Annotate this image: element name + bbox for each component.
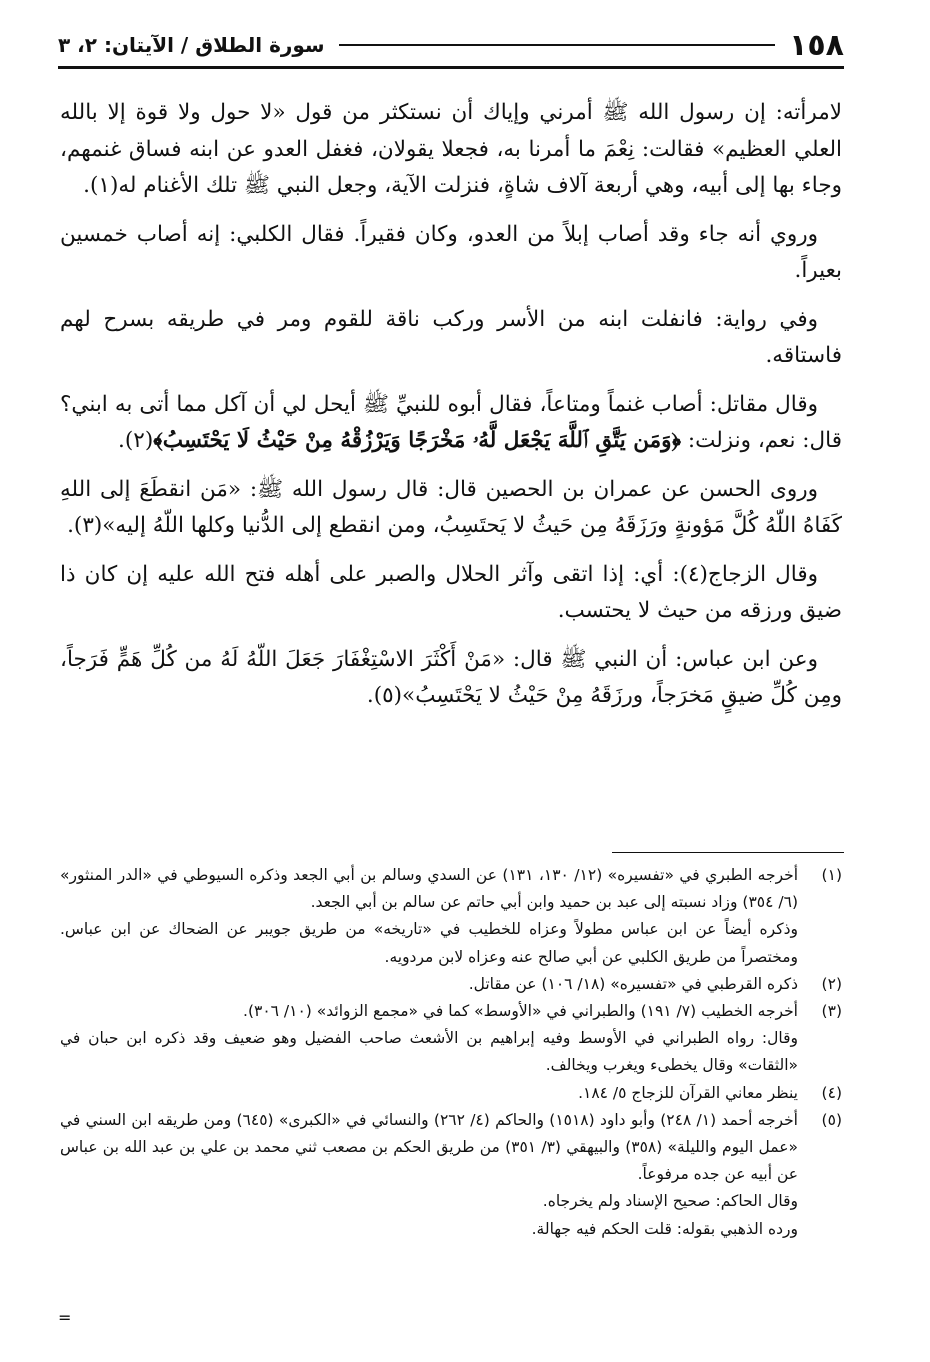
surah-title: سورة الطلاق / الآيتان: ٢، ٣	[58, 33, 325, 57]
footnote-line: أخرجه الخطيب (٧/ ١٩١) والطبراني في «الأوسط» كما في «مجمع الزوائد» (١٠/ ٣٠٦).	[243, 1002, 798, 1021]
footnote	[60, 1080, 842, 1107]
header-rule	[339, 44, 775, 46]
footnote-number: (٤)	[821, 1083, 842, 1102]
footnote-line: وقال الحاكم: صحيح الإسناد ولم يخرجاه.	[542, 1192, 798, 1211]
paragraph: وروى الحسن عن عمران بن الحصين قال: قال رسول الله ﷺ: «مَن انقطَعَ إلى اللهِ كَفَاهُ اللّهُ كُلَّ مَؤونةٍ ورَزَقَهُ مِن حَيثُ لا يَحتَسِبُ، ومن انقطع إلى الدُّنيا وكلها اللّهُ إليه»(٣).	[60, 476, 842, 538]
main-text	[60, 95, 842, 727]
paragraph: وعن ابن عباس: أن النبي ﷺ قال: «مَنْ أَكْثَرَ الاسْتِغْفَارَ جَعَلَ اللّهُ لَهُ من كُلِّ هَمٍّ فَرَجاً، ومِن كُلِّ ضيقٍ مَخرَجاً، ورزَقَهُ مِنْ حَيْثُ لا يَحْتَسِبُ»(٥).	[60, 646, 842, 708]
footnote-number: (٥)	[821, 1110, 842, 1129]
footnote-number: (٢)	[821, 974, 842, 993]
paragraph: وقال الزجاج(٤): أي: إذا اتقى وآثر الحلال والصبر على أهله فتح الله عليه إن كان ذا ضيق ورزقه من حيث لا يحتسب.	[60, 561, 842, 623]
paragraph-muqatil	[60, 387, 842, 460]
footnote-ref: (٢).	[118, 428, 154, 453]
footnote-line: أخرجه الطبري في «تفسيره» (١٢/ ١٣٠، ١٣١) عن السدي وسالم بن أبي الجعد وذكره السيوطي في «الدر المنثور» (٦/ ٣٥٤) وزاد نسبته إلى عبد بن حميد وابن أبي حاتم عن سالم بن أبي الجعد.	[60, 866, 799, 912]
footnote-line: ينظر معاني القرآن للزجاج ٥/ ١٨٤.	[578, 1083, 798, 1102]
paragraph: لامرأته: إن رسول الله ﷺ أمرني وإياك أن نستكثر من قول «لا حول ولا قوة إلا بالله العلي العظيم» فقالت: نِعْمَ ما أمرنا به، فجعلا يقولان، فغفل العدو عن ابنه فساق غنمهم، وجاء بها إلى أبيه، وهي أربعة آلاف شاةٍ، فنزلت الآية، وجعل النبي ﷺ تلك الأغنام له(١).	[60, 100, 842, 198]
footnote	[60, 1107, 842, 1243]
footnotes	[60, 862, 842, 1243]
footnote	[60, 862, 842, 971]
page-header	[58, 28, 844, 62]
footnote-line: وقال: رواه الطبراني في الأوسط وفيه إبراهيم بن الأشعث صاحب الفضيل وهو ضعيف وقد ذكره ابن حبان في «الثقات» وقال يخطىء ويغرب ويخالف.	[60, 1029, 798, 1075]
page-number: ١٥٨	[789, 27, 844, 63]
footnote	[60, 971, 842, 998]
footnote-line: أخرجه أحمد (١/ ٢٤٨) وأبو داود (١٥١٨) والحاكم (٤/ ٢٦٢) والنسائي في «الكبرى» (٦٤٥) ومن طريقه ابن السني في «عمل اليوم والليلة» (٣٥٨) والبيهقي (٣/ ٣٥١) من طريق الحكم بن مصعب ثني محمد بن علي بن عبد الله بن عباس عن أبيه عن جده مرفوعاً.	[60, 1110, 798, 1184]
footnote-number: (٣)	[821, 1002, 842, 1021]
quran-verse: ﴿وَمَن يَتَّقِ ٱللَّهَ يَجْعَل لَّهُۥ مَخْرَجًا وَيَرْزُقْهُ مِنْ حَيْثُ لَا يَحْتَسِبُ﴾	[153, 428, 682, 453]
footnote-divider	[612, 852, 844, 853]
footnote-number: (١)	[821, 866, 842, 884]
paragraph: وروي أنه جاء وقد أصاب إبلاً من العدو، وكان فقيراً. فقال الكلبي: إنه أصاب خمسين بعيراً.	[60, 221, 842, 283]
footnote	[60, 998, 842, 1080]
continuation-mark: =	[58, 1308, 72, 1327]
header-divider	[58, 66, 844, 69]
footnote-line: وذكره أيضاً عن ابن عباس مطولاً وعزاه للخطيب في «تاريخه» من طريق جويبر عن الضحاك عن ابن عباس. ومختصراً من طريق الكلبي عن أبي صالح عنه وعزاه لابن مردويه.	[60, 920, 798, 966]
footnote-line: ورده الذهبي بقوله: قلت الحكم فيه جهالة.	[531, 1219, 798, 1238]
footnote-line: ذكره القرطبي في «تفسيره» (١٨/ ١٠٦) عن مقاتل.	[468, 974, 798, 993]
paragraph: وفي رواية: فانفلت ابنه من الأسر وركب ناقة للقوم ومر في طريقه بسرح لهم فاستاقه.	[60, 306, 842, 368]
paragraph-text: وقال مقاتل: أصاب غنماً ومتاعاً، فقال أبوه للنبيِّ ﷺ أيحل لي أن آكل مما أتى به ابني؟ قال: نعم، ونزلت:	[60, 391, 842, 453]
